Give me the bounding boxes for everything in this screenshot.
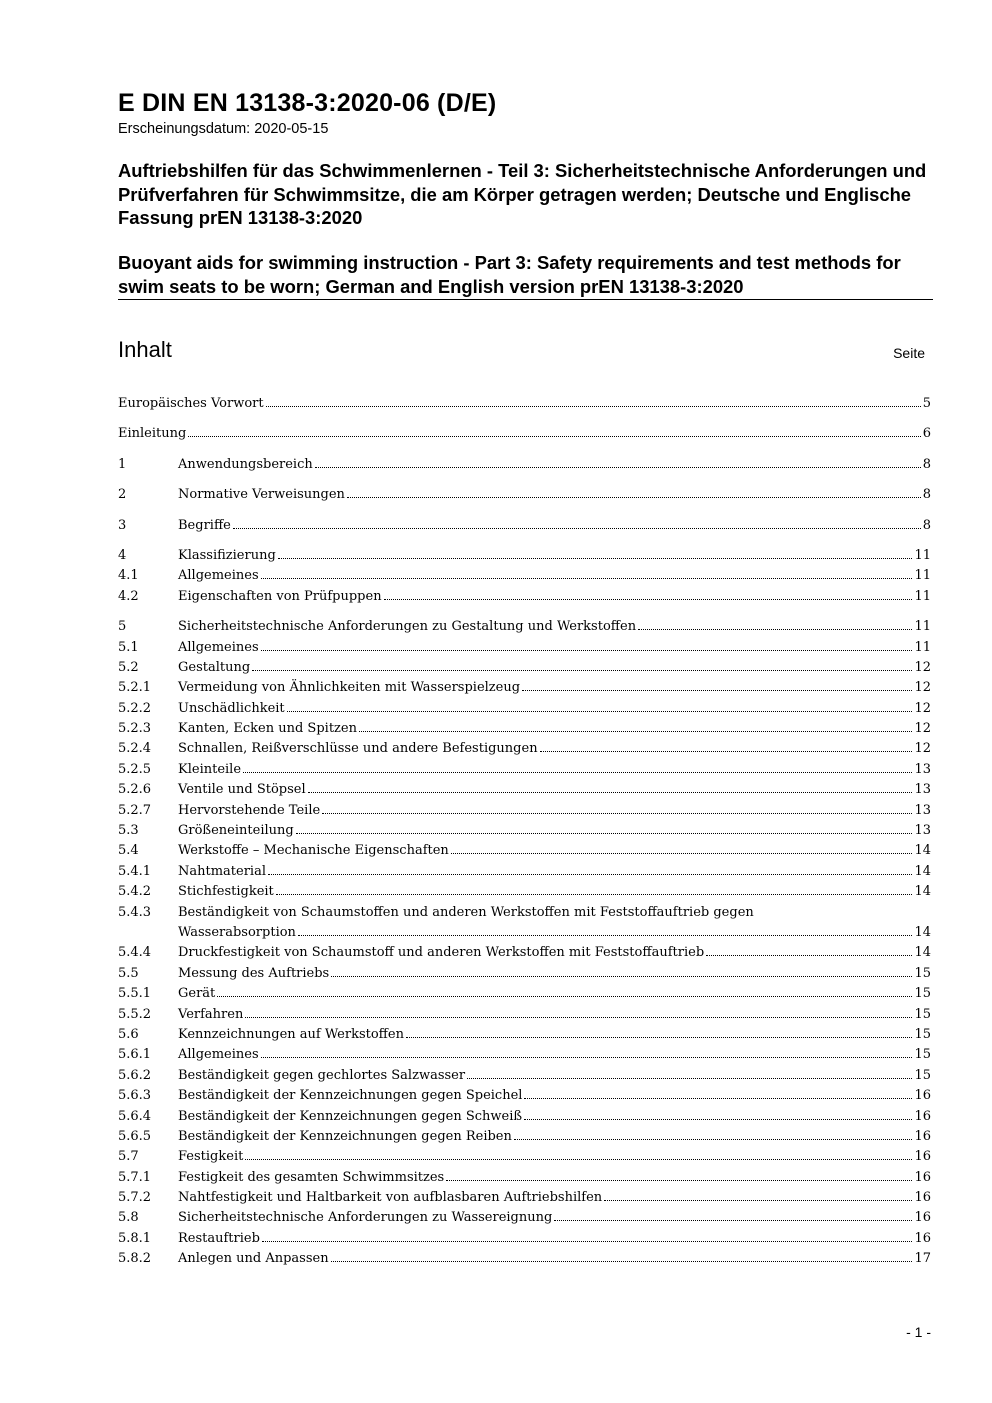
toc-entry-number: 5.1 bbox=[118, 639, 139, 655]
table-of-contents bbox=[118, 394, 931, 1270]
toc-entry[interactable] bbox=[118, 841, 931, 861]
toc-entry-label: Allgemeines bbox=[178, 639, 259, 655]
dot-leader bbox=[522, 690, 912, 691]
toc-entry-number: 5.4.4 bbox=[118, 945, 152, 961]
toc-entry[interactable] bbox=[118, 394, 931, 414]
toc-entry[interactable] bbox=[118, 658, 931, 678]
toc-entry-page: 16 bbox=[914, 1128, 931, 1144]
toc-entry-label: Eigenschaften von Prüfpuppen bbox=[178, 588, 382, 604]
toc-entry-number: 2 bbox=[118, 487, 127, 503]
toc-entry-page: 12 bbox=[914, 680, 931, 696]
toc-entry[interactable] bbox=[118, 903, 931, 944]
toc-entry-page: 17 bbox=[914, 1251, 931, 1267]
dot-leader bbox=[524, 1119, 912, 1120]
toc-entry-number: 5.2.4 bbox=[118, 741, 152, 757]
toc-entry-page: 8 bbox=[922, 517, 931, 533]
toc-entry[interactable] bbox=[118, 780, 931, 800]
toc-entry-label: Normative Verweisungen bbox=[178, 487, 345, 503]
toc-entry-label: Begriffe bbox=[178, 517, 231, 533]
toc-entry-label: Beständigkeit der Kennzeichnungen gegen Speichel bbox=[178, 1088, 523, 1104]
toc-entry-number: 5.4.2 bbox=[118, 884, 152, 900]
toc-entry-page: 12 bbox=[914, 659, 931, 675]
toc-entry-label: Nahtfestigkeit und Haltbarkeit von aufblasbaren Auftriebshilfen bbox=[178, 1190, 603, 1206]
toc-entry-page: 15 bbox=[914, 1067, 931, 1083]
toc-entry-page: 12 bbox=[914, 741, 931, 757]
toc-entry-label: Festigkeit des gesamten Schwimmsitzes bbox=[178, 1169, 445, 1185]
toc-entry[interactable] bbox=[118, 638, 931, 658]
toc-entry[interactable] bbox=[118, 943, 931, 963]
dot-leader bbox=[298, 935, 913, 936]
dot-leader bbox=[252, 670, 912, 671]
dot-leader bbox=[243, 772, 912, 773]
dot-leader bbox=[266, 406, 921, 407]
toc-entry-page: 16 bbox=[914, 1088, 931, 1104]
publication-date: Erscheinungsdatum: 2020-05-15 bbox=[118, 121, 329, 137]
toc-entry-number: 5.7.1 bbox=[118, 1169, 152, 1185]
toc-entry-page: 12 bbox=[914, 721, 931, 737]
toc-entry-number: 5.7 bbox=[118, 1149, 139, 1165]
toc-entry-number: 5.2.7 bbox=[118, 802, 152, 818]
toc-entry-number: 1 bbox=[118, 456, 127, 472]
toc-entry-number: 4.1 bbox=[118, 568, 139, 584]
toc-entry-page: 12 bbox=[914, 700, 931, 716]
dot-leader bbox=[278, 558, 913, 559]
toc-entry[interactable] bbox=[118, 424, 931, 444]
dot-leader bbox=[262, 1241, 913, 1242]
dot-leader bbox=[217, 996, 912, 997]
toc-entry-label: Beständigkeit der Kennzeichnungen gegen Schweiß bbox=[178, 1108, 523, 1124]
toc-entry-label: Sicherheitstechnische Anforderungen zu Wassereignung bbox=[178, 1210, 553, 1226]
toc-entry-label: Hervorstehende Teile bbox=[178, 802, 321, 818]
toc-entry[interactable] bbox=[118, 455, 931, 475]
toc-entry-page: 6 bbox=[922, 426, 931, 442]
toc-entry-number: 5.2.1 bbox=[118, 680, 152, 696]
toc-entry-page: 11 bbox=[914, 547, 931, 563]
dot-leader bbox=[276, 894, 913, 895]
page-number: - 1 - bbox=[906, 1324, 931, 1340]
dot-leader bbox=[322, 813, 912, 814]
toc-entry-label: Klassifizierung bbox=[178, 547, 276, 563]
dot-leader bbox=[467, 1078, 912, 1079]
toc-entry-page: 14 bbox=[914, 884, 931, 900]
toc-entry[interactable] bbox=[118, 699, 931, 719]
toc-heading: Inhalt bbox=[118, 337, 172, 362]
toc-entry-number: 5.4 bbox=[118, 843, 139, 859]
toc-entry-number: 5.8 bbox=[118, 1210, 139, 1226]
toc-entry-number: 4.2 bbox=[118, 588, 139, 604]
toc-entry-label: Größeneinteilung bbox=[178, 823, 294, 839]
dot-leader bbox=[554, 1220, 912, 1221]
dot-leader bbox=[287, 711, 913, 712]
toc-entry[interactable] bbox=[118, 760, 931, 780]
toc-entry-page: 16 bbox=[914, 1230, 931, 1246]
toc-entry-label: Festigkeit bbox=[178, 1149, 244, 1165]
toc-entry-number: 5.2 bbox=[118, 659, 139, 675]
dot-leader bbox=[268, 874, 912, 875]
toc-entry-number: 5.6.4 bbox=[118, 1108, 152, 1124]
toc-entry-label: Allgemeines bbox=[178, 568, 259, 584]
toc-entry-number: 5.2.3 bbox=[118, 721, 152, 737]
toc-page-label: Seite bbox=[893, 345, 925, 361]
toc-entry-number: 5.4.1 bbox=[118, 863, 152, 879]
toc-entry-page: 16 bbox=[914, 1190, 931, 1206]
toc-entry-label: Kennzeichnungen auf Werkstoffen bbox=[178, 1026, 404, 1042]
dot-leader bbox=[261, 1057, 913, 1058]
toc-entry[interactable] bbox=[118, 1066, 931, 1086]
toc-entry-page: 15 bbox=[914, 986, 931, 1002]
toc-entry[interactable] bbox=[118, 739, 931, 759]
toc-entry-label: Anlegen und Anpassen bbox=[178, 1251, 329, 1267]
toc-entry-label: Allgemeines bbox=[178, 1047, 259, 1063]
title-german: Auftriebshilfen für das Schwimmenlernen - Teil 3: Sicherheitstechnische Anforderungen und Prüfverfahren für Schwimmsitze, die am Körper getragen werden; Deutsche und Englische Fassung prEN 13138-3:2020 bbox=[118, 160, 927, 228]
dot-leader bbox=[406, 1037, 912, 1038]
toc-entry-page: 11 bbox=[914, 639, 931, 655]
dot-leader bbox=[514, 1139, 913, 1140]
toc-entry-number: 4 bbox=[118, 547, 127, 563]
toc-entry-number: 5.6.5 bbox=[118, 1128, 152, 1144]
toc-entry-label: Schnallen, Reißverschlüsse und andere Befestigungen bbox=[178, 741, 538, 757]
dot-leader bbox=[188, 436, 920, 437]
toc-entry-page: 15 bbox=[914, 1006, 931, 1022]
toc-entry-page: 15 bbox=[914, 1026, 931, 1042]
toc-entry[interactable] bbox=[118, 587, 931, 607]
toc-entry-label: Vermeidung von Ähnlichkeiten mit Wasserspielzeug bbox=[178, 680, 521, 696]
toc-entry-number: 5.8.2 bbox=[118, 1251, 152, 1267]
dot-leader bbox=[233, 528, 921, 529]
toc-entry-page: 15 bbox=[914, 1047, 931, 1063]
toc-entry[interactable] bbox=[118, 821, 931, 841]
toc-entry[interactable] bbox=[118, 1086, 931, 1106]
toc-entry[interactable] bbox=[118, 678, 931, 698]
toc-entry[interactable] bbox=[118, 516, 931, 536]
toc-entry-number: 5.5.1 bbox=[118, 986, 152, 1002]
toc-entry-label: Druckfestigkeit von Schaumstoff und anderen Werkstoffen mit Feststoffauftrieb bbox=[178, 945, 705, 961]
toc-entry[interactable] bbox=[118, 1147, 931, 1167]
toc-entry-label: Ventile und Stöpsel bbox=[178, 782, 306, 798]
toc-entry[interactable] bbox=[118, 801, 931, 821]
toc-entry-number: 5.6.2 bbox=[118, 1067, 152, 1083]
dot-leader bbox=[315, 467, 921, 468]
toc-entry-number: 5.2.5 bbox=[118, 761, 152, 777]
dot-leader bbox=[296, 833, 913, 834]
dot-leader bbox=[308, 792, 913, 793]
toc-entry-page: 14 bbox=[914, 945, 931, 961]
dot-leader bbox=[540, 751, 913, 752]
toc-entry[interactable] bbox=[118, 1005, 931, 1025]
toc-entry-number: 5.6.3 bbox=[118, 1088, 152, 1104]
toc-entry-label: Stichfestigkeit bbox=[178, 884, 274, 900]
dot-leader bbox=[245, 1159, 912, 1160]
toc-entry[interactable] bbox=[118, 1249, 931, 1269]
toc-entry-page: 13 bbox=[914, 782, 931, 798]
toc-entry-label: Kanten, Ecken und Spitzen bbox=[178, 721, 357, 737]
toc-entry-number: 5.6.1 bbox=[118, 1047, 152, 1063]
toc-entry-label: Beständigkeit der Kennzeichnungen gegen Reiben bbox=[178, 1128, 512, 1144]
toc-entry-number: 5.8.1 bbox=[118, 1230, 152, 1246]
toc-entry-number: 5.4.3 bbox=[118, 904, 152, 920]
toc-entry-number: 3 bbox=[118, 517, 127, 533]
toc-entry-page: 14 bbox=[914, 843, 931, 859]
toc-entry[interactable] bbox=[118, 485, 931, 505]
dot-leader bbox=[261, 650, 913, 651]
toc-entry-number: 5.2.6 bbox=[118, 782, 152, 798]
title-english: Buoyant aids for swimming instruction - Part 3: Safety requirements and test methods for swim seats to be worn; German and English version prEN 13138-3:2020 bbox=[118, 251, 933, 300]
toc-entry-page: 11 bbox=[914, 619, 931, 635]
toc-entry-page: 13 bbox=[914, 802, 931, 818]
toc-entry-label: Messung des Auftriebs bbox=[178, 965, 330, 981]
toc-entry-label: Einleitung bbox=[118, 426, 187, 442]
toc-entry[interactable] bbox=[118, 984, 931, 1004]
toc-entry-label: Kleinteile bbox=[178, 761, 242, 777]
dot-leader bbox=[384, 599, 913, 600]
toc-entry-number: 5.5.2 bbox=[118, 1006, 152, 1022]
toc-entry-label: Anwendungsbereich bbox=[178, 456, 313, 472]
toc-entry-page: 13 bbox=[914, 761, 931, 777]
toc-entry-number: 5 bbox=[118, 619, 127, 635]
toc-entry[interactable] bbox=[118, 1045, 931, 1065]
toc-entry[interactable] bbox=[118, 1168, 931, 1188]
toc-entry-label: Werkstoffe – Mechanische Eigenschaften bbox=[178, 843, 449, 859]
toc-entry-page: 8 bbox=[922, 456, 931, 472]
toc-entry-label: Europäisches Vorwort bbox=[118, 396, 264, 411]
toc-entry-label-line2: Wasserabsorption bbox=[178, 924, 296, 940]
toc-entry-label: Verfahren bbox=[178, 1006, 244, 1022]
toc-entry-page: 5 bbox=[922, 396, 931, 411]
dot-leader bbox=[331, 1261, 913, 1262]
toc-entry[interactable] bbox=[118, 719, 931, 739]
dot-leader bbox=[446, 1180, 912, 1181]
toc-entry[interactable] bbox=[118, 617, 931, 637]
dot-leader bbox=[261, 578, 913, 579]
toc-entry[interactable] bbox=[118, 566, 931, 586]
toc-entry-label: Beständigkeit gegen gechlortes Salzwasser bbox=[178, 1067, 466, 1083]
toc-entry-number: 5.2.2 bbox=[118, 700, 152, 716]
toc-entry-label: Restauftrieb bbox=[178, 1230, 260, 1246]
dot-leader bbox=[524, 1098, 912, 1099]
toc-entry-label: Gerät bbox=[178, 986, 216, 1002]
dot-leader bbox=[451, 853, 913, 854]
toc-entry-label: Unschädlichkeit bbox=[178, 700, 285, 716]
dot-leader bbox=[706, 955, 912, 956]
toc-entry[interactable] bbox=[118, 1127, 931, 1147]
toc-entry-page: 15 bbox=[914, 965, 931, 981]
toc-entry-page: 11 bbox=[914, 588, 931, 604]
document-id: E DIN EN 13138-3:2020-06 (D/E) bbox=[118, 89, 497, 117]
toc-entry-page: 13 bbox=[914, 823, 931, 839]
toc-entry[interactable] bbox=[118, 1208, 931, 1228]
toc-entry-label: Sicherheitstechnische Anforderungen zu Gestaltung und Werkstoffen bbox=[178, 619, 637, 635]
toc-entry[interactable] bbox=[118, 1025, 931, 1045]
toc-entry-page: 16 bbox=[914, 1210, 931, 1226]
toc-entry[interactable] bbox=[118, 1107, 931, 1127]
toc-entry-label: Gestaltung bbox=[178, 659, 251, 675]
toc-entry-page: 11 bbox=[914, 568, 931, 584]
dot-leader bbox=[359, 731, 912, 732]
toc-entry[interactable] bbox=[118, 1188, 931, 1208]
toc-entry-number: 5.7.2 bbox=[118, 1190, 152, 1206]
dot-leader bbox=[331, 976, 912, 977]
toc-entry-label-line1: Beständigkeit von Schaumstoffen und anderen Werkstoffen mit Feststoffauftrieb gegen bbox=[178, 904, 754, 920]
dot-leader bbox=[245, 1017, 912, 1018]
toc-entry-page: 8 bbox=[922, 487, 931, 503]
toc-entry[interactable] bbox=[118, 546, 931, 566]
toc-entry-page: 14 bbox=[914, 924, 931, 940]
toc-entry-number: 5.3 bbox=[118, 823, 139, 839]
toc-entry[interactable] bbox=[118, 964, 931, 984]
toc-entry-page: 16 bbox=[914, 1108, 931, 1124]
toc-entry[interactable] bbox=[118, 1229, 931, 1249]
toc-entry-page: 16 bbox=[914, 1149, 931, 1165]
dot-leader bbox=[638, 629, 912, 630]
toc-entry-page: 16 bbox=[914, 1169, 931, 1185]
toc-entry-label: Nahtmaterial bbox=[178, 863, 266, 879]
toc-entry-page: 14 bbox=[914, 863, 931, 879]
toc-entry-number: 5.6 bbox=[118, 1026, 139, 1042]
toc-entry[interactable] bbox=[118, 862, 931, 882]
dot-leader bbox=[604, 1200, 912, 1201]
toc-entry[interactable] bbox=[118, 882, 931, 902]
toc-entry-number: 5.5 bbox=[118, 965, 139, 981]
dot-leader bbox=[347, 497, 921, 498]
